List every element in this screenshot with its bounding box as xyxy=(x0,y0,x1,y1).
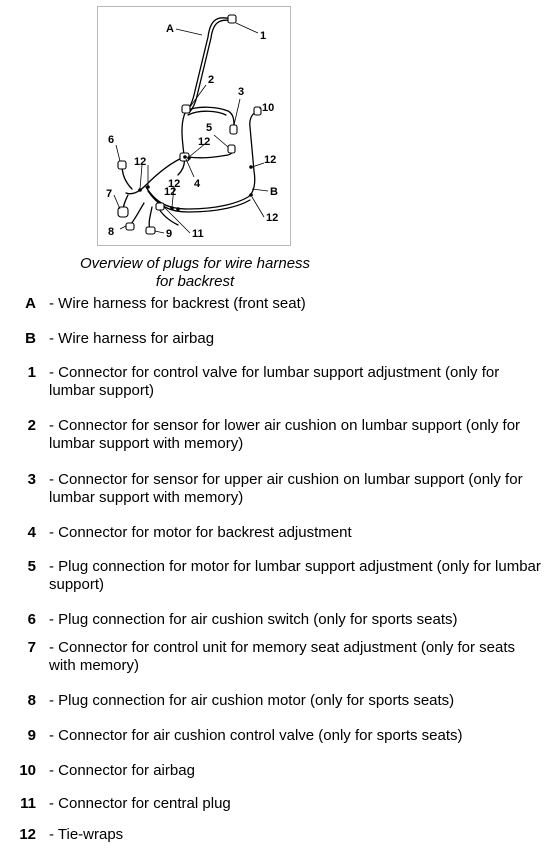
callout-12-f: 12 xyxy=(164,186,177,198)
legend-key: 4 xyxy=(27,524,36,541)
legend-key: 6 xyxy=(27,611,36,628)
callout-10: 10 xyxy=(262,102,275,114)
legend-key: A xyxy=(25,295,36,312)
legend-text: - Plug connection for air cushion switch (only for sports seats) xyxy=(49,611,458,628)
callout-B: B xyxy=(270,186,278,198)
connector-5 xyxy=(228,145,235,153)
leader-1 xyxy=(236,23,258,33)
callout-2: 2 xyxy=(208,74,215,86)
callout-9: 9 xyxy=(166,228,173,240)
leader-12c xyxy=(140,165,142,189)
callout-12-a: 12 xyxy=(198,136,211,148)
legend-text: - Connector for control valve for lumbar support adjustment (only for lumbar support) xyxy=(49,364,500,399)
caption-line-2: for backrest xyxy=(155,273,235,290)
callout-8: 8 xyxy=(108,226,115,238)
wire-harness-diagram xyxy=(97,6,291,246)
connector-8 xyxy=(126,223,134,230)
legend-text: - Connector for control unit for memory seat adjustment (only for seats with memory) xyxy=(49,639,516,674)
legend-key: 1 xyxy=(27,364,36,381)
leader-9 xyxy=(155,231,164,233)
leader-8 xyxy=(120,226,126,229)
leader-3 xyxy=(234,99,240,125)
figure-caption xyxy=(40,255,350,291)
callout-12-b: 12 xyxy=(264,154,277,166)
connector-6 xyxy=(118,161,126,169)
legend-key: 12 xyxy=(19,826,36,843)
callout-5: 5 xyxy=(206,122,213,134)
leader-4 xyxy=(186,159,194,177)
caption-line-1: Overview of plugs for wire harness xyxy=(79,255,311,272)
tie-wrap-6 xyxy=(249,193,253,197)
harness-drawing xyxy=(98,7,292,247)
legend-text: - Connector for motor for backrest adjustment xyxy=(49,524,352,541)
tie-wrap-3 xyxy=(183,155,187,159)
callout-A: A xyxy=(166,23,174,35)
connector-1 xyxy=(228,15,236,23)
branch-8 xyxy=(130,203,144,225)
legend-text: - Connector for airbag xyxy=(49,762,195,779)
tie-wrap-8 xyxy=(176,207,180,211)
legend-text: - Plug connection for motor for lumbar support adjustment (only for lumbar support) xyxy=(49,558,541,593)
connector-3 xyxy=(230,125,237,134)
leader-B xyxy=(252,189,268,191)
callout-6: 6 xyxy=(108,134,115,146)
leader-7 xyxy=(114,195,120,209)
connector-9 xyxy=(146,227,155,234)
legend-key: 5 xyxy=(27,558,36,575)
branch-bottom xyxy=(146,111,258,209)
legend-text: - Connector for sensor for upper air cushion on lumbar support (only for lumbar support with memory) xyxy=(49,471,523,506)
harness-a-line xyxy=(186,18,231,111)
branch-2-3-inner xyxy=(188,111,226,115)
callout-11: 11 xyxy=(192,228,204,240)
connector-11 xyxy=(156,203,164,210)
callout-12-d: 12 xyxy=(168,178,181,190)
leader-12f xyxy=(252,197,264,217)
legend-text: - Wire harness for backrest (front seat) xyxy=(49,295,306,312)
legend-key: 8 xyxy=(27,692,36,709)
legend-key: B xyxy=(25,330,36,347)
legend-text: - Tie-wraps xyxy=(49,826,124,843)
legend-text: - Connector for central plug xyxy=(49,795,231,812)
callout-3: 3 xyxy=(238,86,245,98)
legend-text: - Plug connection for air cushion motor (only for sports seats) xyxy=(49,692,455,709)
callout-12-c: 12 xyxy=(134,156,147,168)
callout-7: 7 xyxy=(106,188,113,200)
branch-to-4 xyxy=(178,111,186,175)
legend-key: 2 xyxy=(27,417,36,434)
callout-4: 4 xyxy=(194,178,201,190)
legend-text: - Connector for sensor for lower air cushion on lumbar support (only for lumbar support with memory) xyxy=(49,417,521,452)
callout-labels xyxy=(106,23,278,240)
legend-key: 10 xyxy=(19,762,36,779)
leader-6 xyxy=(116,145,120,161)
leader-5 xyxy=(214,135,228,147)
legend-text: - Connector for air cushion control valve (only for sports seats) xyxy=(49,727,463,744)
legend-key: 9 xyxy=(27,727,36,744)
leader-A xyxy=(176,29,202,35)
leader-2 xyxy=(190,85,206,107)
connector-2 xyxy=(182,105,190,113)
legend-text: - Wire harness for airbag xyxy=(49,330,215,347)
callout-1: 1 xyxy=(260,30,267,42)
legend-key: 7 xyxy=(27,639,36,656)
legend-key: 11 xyxy=(20,795,36,812)
legend-key: 3 xyxy=(27,471,36,488)
callout-12-e: 12 xyxy=(266,212,279,224)
branch-9 xyxy=(149,207,152,229)
